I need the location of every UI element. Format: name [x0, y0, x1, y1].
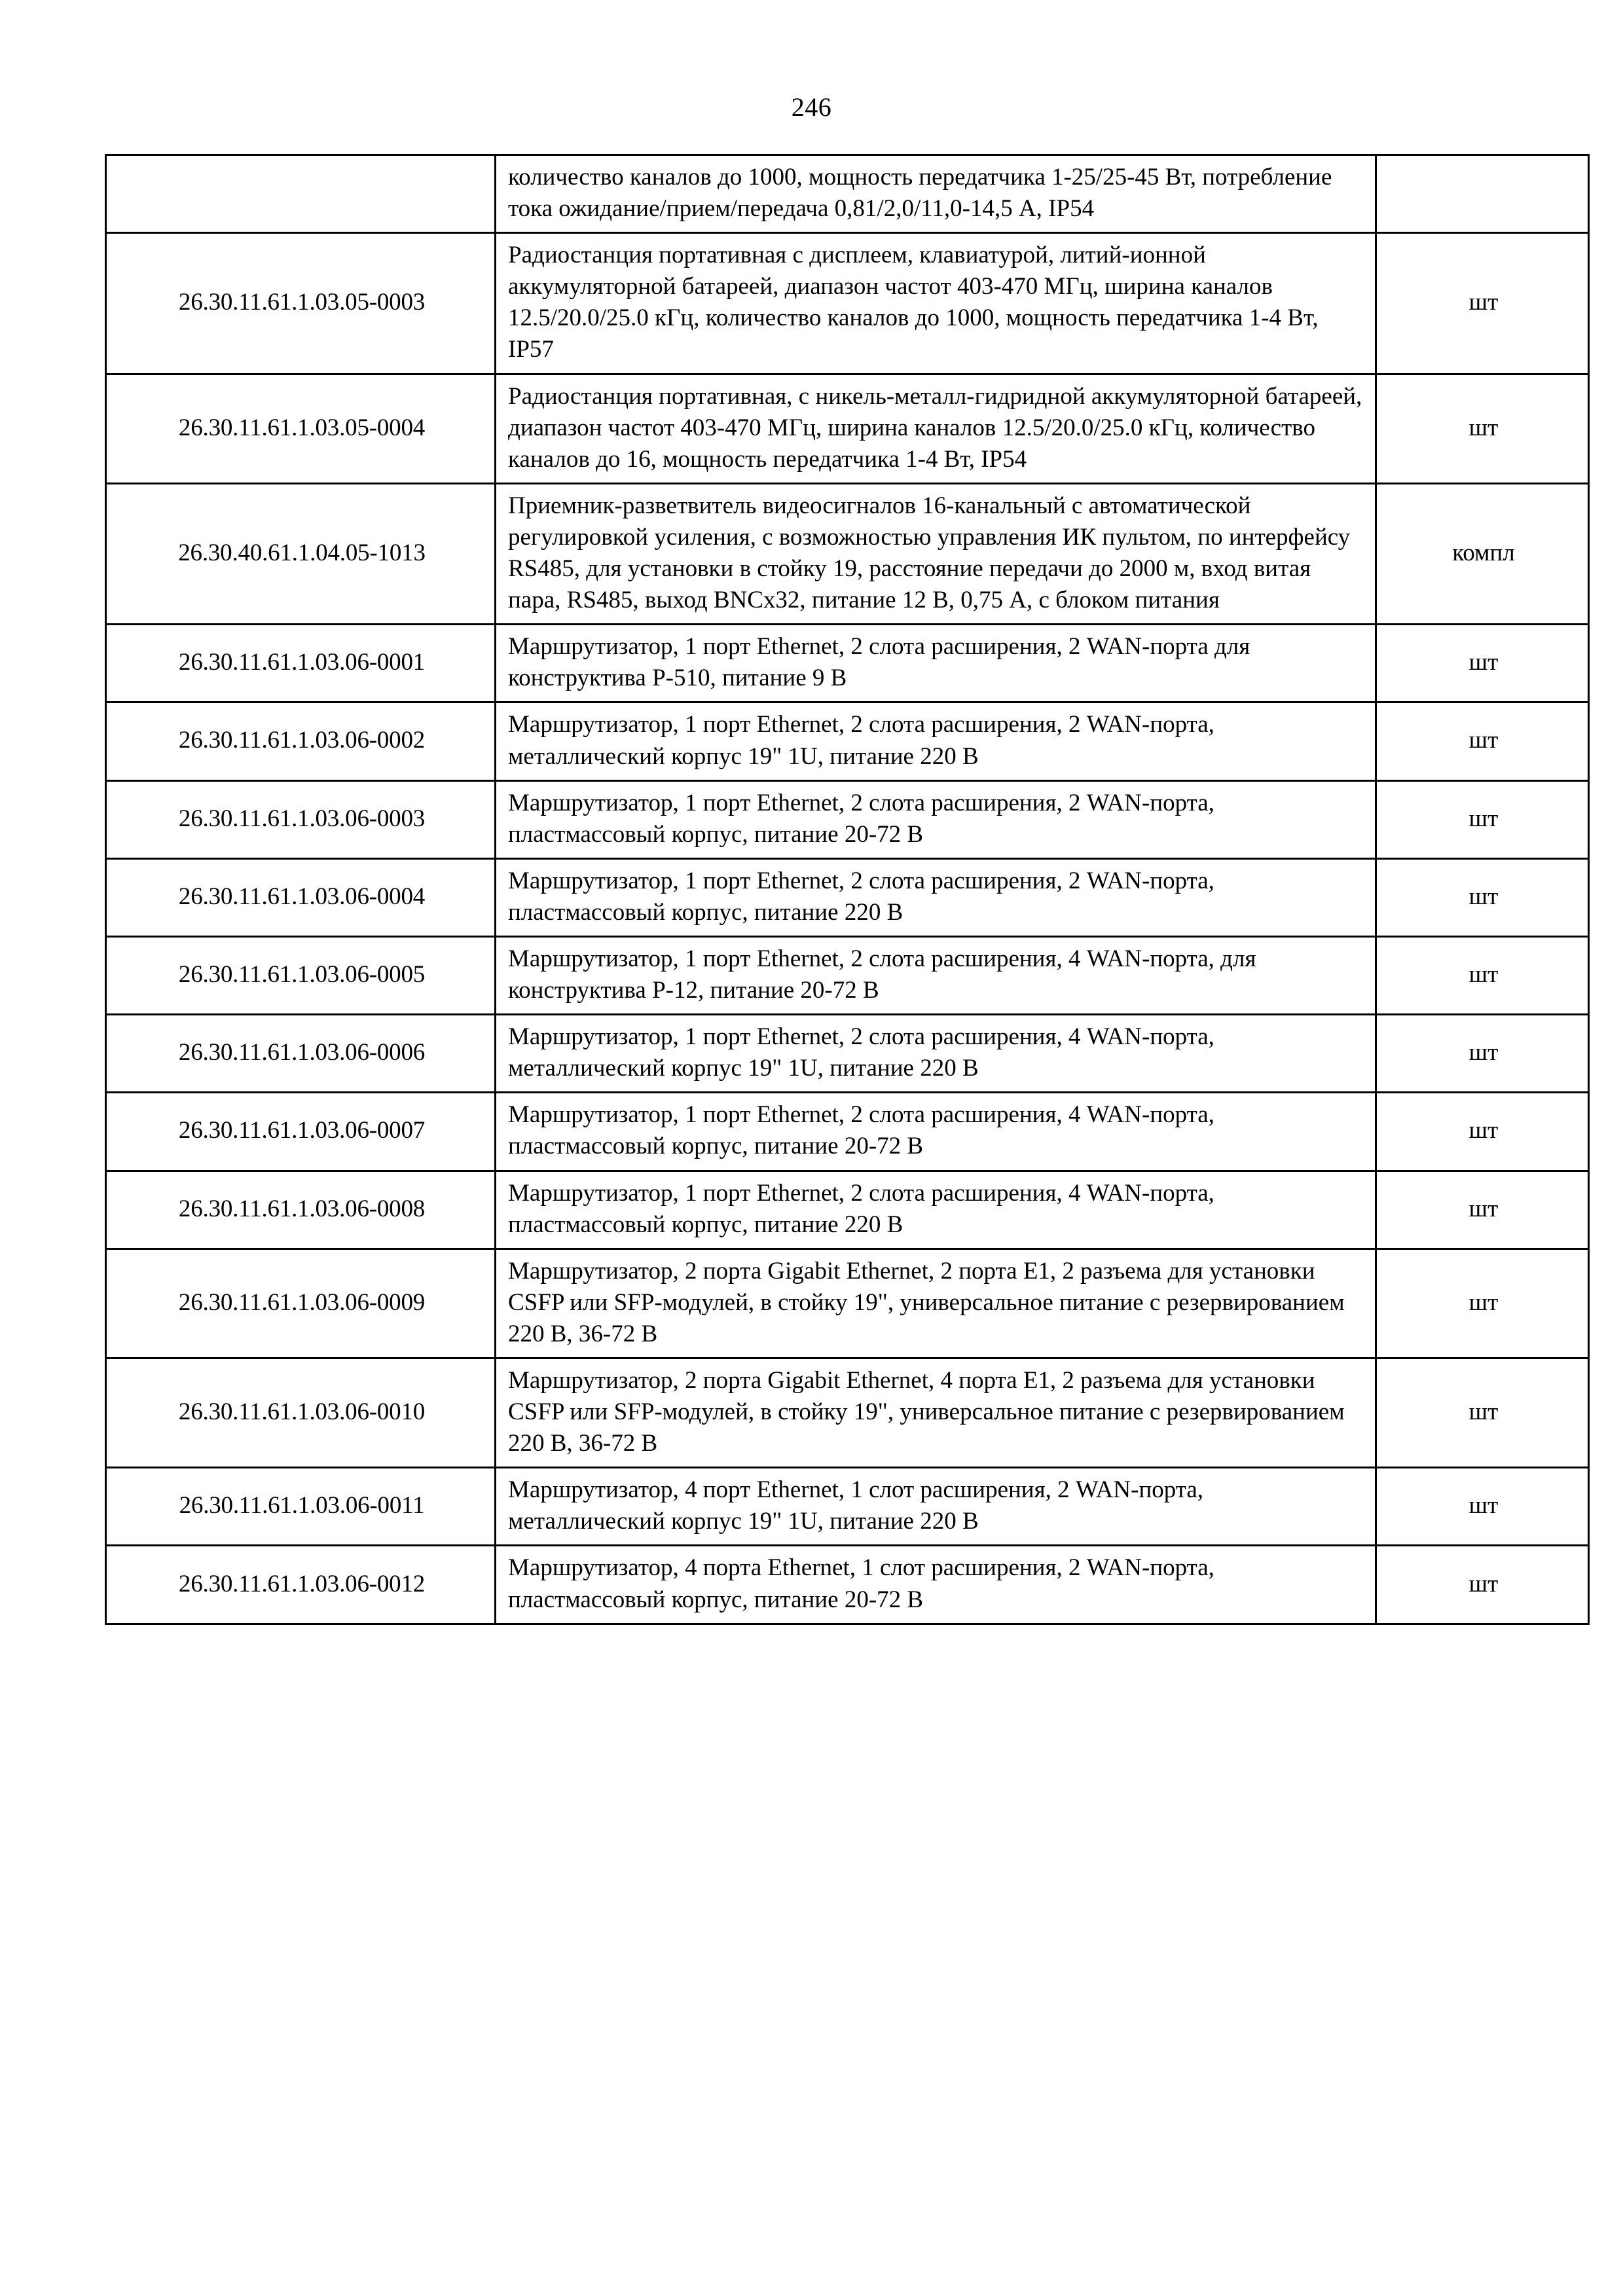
- cell-code: 26.30.11.61.1.03.06-0004: [106, 858, 496, 936]
- table-row: [106, 1171, 1589, 1248]
- cell-unit: шт: [1376, 374, 1589, 483]
- cell-unit: [1376, 155, 1589, 233]
- cell-code: 26.30.11.61.1.03.06-0010: [106, 1358, 496, 1468]
- cell-unit: шт: [1376, 1015, 1589, 1093]
- cell-code: [106, 155, 496, 233]
- cell-description: Радиостанция портативная, с никель-металл-гидридной аккумуляторной батареей, диапазон частот 403-470 МГц, ширина каналов 12.5/20.0/25.0 кГц, количество каналов до 16, мощность передатчика 1-4 Вт, IP54: [496, 374, 1376, 483]
- cell-code: 26.30.11.61.1.03.06-0002: [106, 702, 496, 780]
- cell-code: 26.30.40.61.1.04.05-1013: [106, 483, 496, 624]
- cell-unit: шт: [1376, 702, 1589, 780]
- cell-description: Приемник-разветвитель видеосигналов 16-канальный с автоматической регулировкой усиления, с возможностью управления ИК пультом, по интерфейсу RS485, для установки в стойку 19, расстояние передачи до 2000 м, вход витая пара, RS485, выход BNCx32, питание 12 В, 0,75 А, с блоком питания: [496, 483, 1376, 624]
- cell-unit: шт: [1376, 1171, 1589, 1248]
- table-row: [106, 858, 1589, 936]
- table-row: [106, 625, 1589, 702]
- cell-unit: шт: [1376, 936, 1589, 1014]
- table-row: [106, 936, 1589, 1014]
- table-row: [106, 780, 1589, 858]
- cell-unit: шт: [1376, 1358, 1589, 1468]
- cell-code: 26.30.11.61.1.03.06-0011: [106, 1468, 496, 1546]
- cell-code: 26.30.11.61.1.03.06-0005: [106, 936, 496, 1014]
- cell-description: Маршрутизатор, 1 порт Ethernet, 2 слота расширения, 4 WAN-порта, металлический корпус 19" 1U, питание 220 В: [496, 1015, 1376, 1093]
- specification-table: [105, 154, 1590, 1625]
- cell-description: Маршрутизатор, 1 порт Ethernet, 2 слота расширения, 4 WAN-порта, пластмассовый корпус, питание 220 В: [496, 1171, 1376, 1248]
- cell-code: 26.30.11.61.1.03.06-0001: [106, 625, 496, 702]
- cell-code: 26.30.11.61.1.03.05-0004: [106, 374, 496, 483]
- cell-description: Маршрутизатор, 2 порта Gigabit Ethernet, 4 порта Е1, 2 разъема для установки CSFP или SFP-модулей, в стойку 19", универсальное питание с резервированием 220 В, 36-72 В: [496, 1358, 1376, 1468]
- table-row: [106, 1546, 1589, 1624]
- cell-unit: компл: [1376, 483, 1589, 624]
- cell-description: Маршрутизатор, 1 порт Ethernet, 2 слота расширения, 2 WAN-порта, пластмассовый корпус, питание 20-72 В: [496, 780, 1376, 858]
- page-number: 246: [791, 92, 832, 122]
- cell-unit: шт: [1376, 780, 1589, 858]
- cell-description: Радиостанция портативная с дисплеем, клавиатурой, литий-ионной аккумуляторной батареей, диапазон частот 403-470 МГц, ширина каналов 12.5/20.0/25.0 кГц, количество каналов до 1000, мощность передатчика 1-4 Вт, IP57: [496, 233, 1376, 374]
- cell-description: Маршрутизатор, 4 порт Ethernet, 1 слот расширения, 2 WAN-порта, металлический корпус 19" 1U, питание 220 В: [496, 1468, 1376, 1546]
- table-row: [106, 1248, 1589, 1358]
- table-row: [106, 155, 1589, 233]
- cell-code: 26.30.11.61.1.03.05-0003: [106, 233, 496, 374]
- cell-code: 26.30.11.61.1.03.06-0003: [106, 780, 496, 858]
- table-row: [106, 1015, 1589, 1093]
- cell-unit: шт: [1376, 625, 1589, 702]
- cell-code: 26.30.11.61.1.03.06-0012: [106, 1546, 496, 1624]
- cell-unit: шт: [1376, 858, 1589, 936]
- table-row: [106, 1093, 1589, 1171]
- table-row: [106, 233, 1589, 374]
- table-row: [106, 1358, 1589, 1468]
- table-row: [106, 483, 1589, 624]
- cell-code: 26.30.11.61.1.03.06-0008: [106, 1171, 496, 1248]
- table-container: [0, 154, 1623, 1625]
- cell-unit: шт: [1376, 1248, 1589, 1358]
- cell-code: 26.30.11.61.1.03.06-0009: [106, 1248, 496, 1358]
- cell-description: количество каналов до 1000, мощность передатчика 1-25/25-45 Вт, потребление тока ожидание/прием/передача 0,81/2,0/11,0-14,5 А, IP54: [496, 155, 1376, 233]
- cell-unit: шт: [1376, 233, 1589, 374]
- cell-description: Маршрутизатор, 1 порт Ethernet, 2 слота расширения, 4 WAN-порта, для конструктива Р-12, питание 20-72 В: [496, 936, 1376, 1014]
- cell-description: Маршрутизатор, 2 порта Gigabit Ethernet, 2 порта Е1, 2 разъема для установки CSFP или SFP-модулей, в стойку 19", универсальное питание с резервированием 220 В, 36-72 В: [496, 1248, 1376, 1358]
- table-body: [106, 155, 1589, 1624]
- cell-code: 26.30.11.61.1.03.06-0006: [106, 1015, 496, 1093]
- cell-description: Маршрутизатор, 1 порт Ethernet, 2 слота расширения, 2 WAN-порта для конструктива Р-510, питание 9 В: [496, 625, 1376, 702]
- table-row: [106, 374, 1589, 483]
- table-row: [106, 702, 1589, 780]
- cell-unit: шт: [1376, 1546, 1589, 1624]
- cell-description: Маршрутизатор, 1 порт Ethernet, 2 слота расширения, 4 WAN-порта, пластмассовый корпус, питание 20-72 В: [496, 1093, 1376, 1171]
- cell-description: Маршрутизатор, 1 порт Ethernet, 2 слота расширения, 2 WAN-порта, металлический корпус 19" 1U, питание 220 В: [496, 702, 1376, 780]
- cell-unit: шт: [1376, 1468, 1589, 1546]
- cell-unit: шт: [1376, 1093, 1589, 1171]
- cell-description: Маршрутизатор, 4 порта Ethernet, 1 слот расширения, 2 WAN-порта, пластмассовый корпус, питание 20-72 В: [496, 1546, 1376, 1624]
- cell-code: 26.30.11.61.1.03.06-0007: [106, 1093, 496, 1171]
- cell-description: Маршрутизатор, 1 порт Ethernet, 2 слота расширения, 2 WAN-порта, пластмассовый корпус, питание 220 В: [496, 858, 1376, 936]
- table-row: [106, 1468, 1589, 1546]
